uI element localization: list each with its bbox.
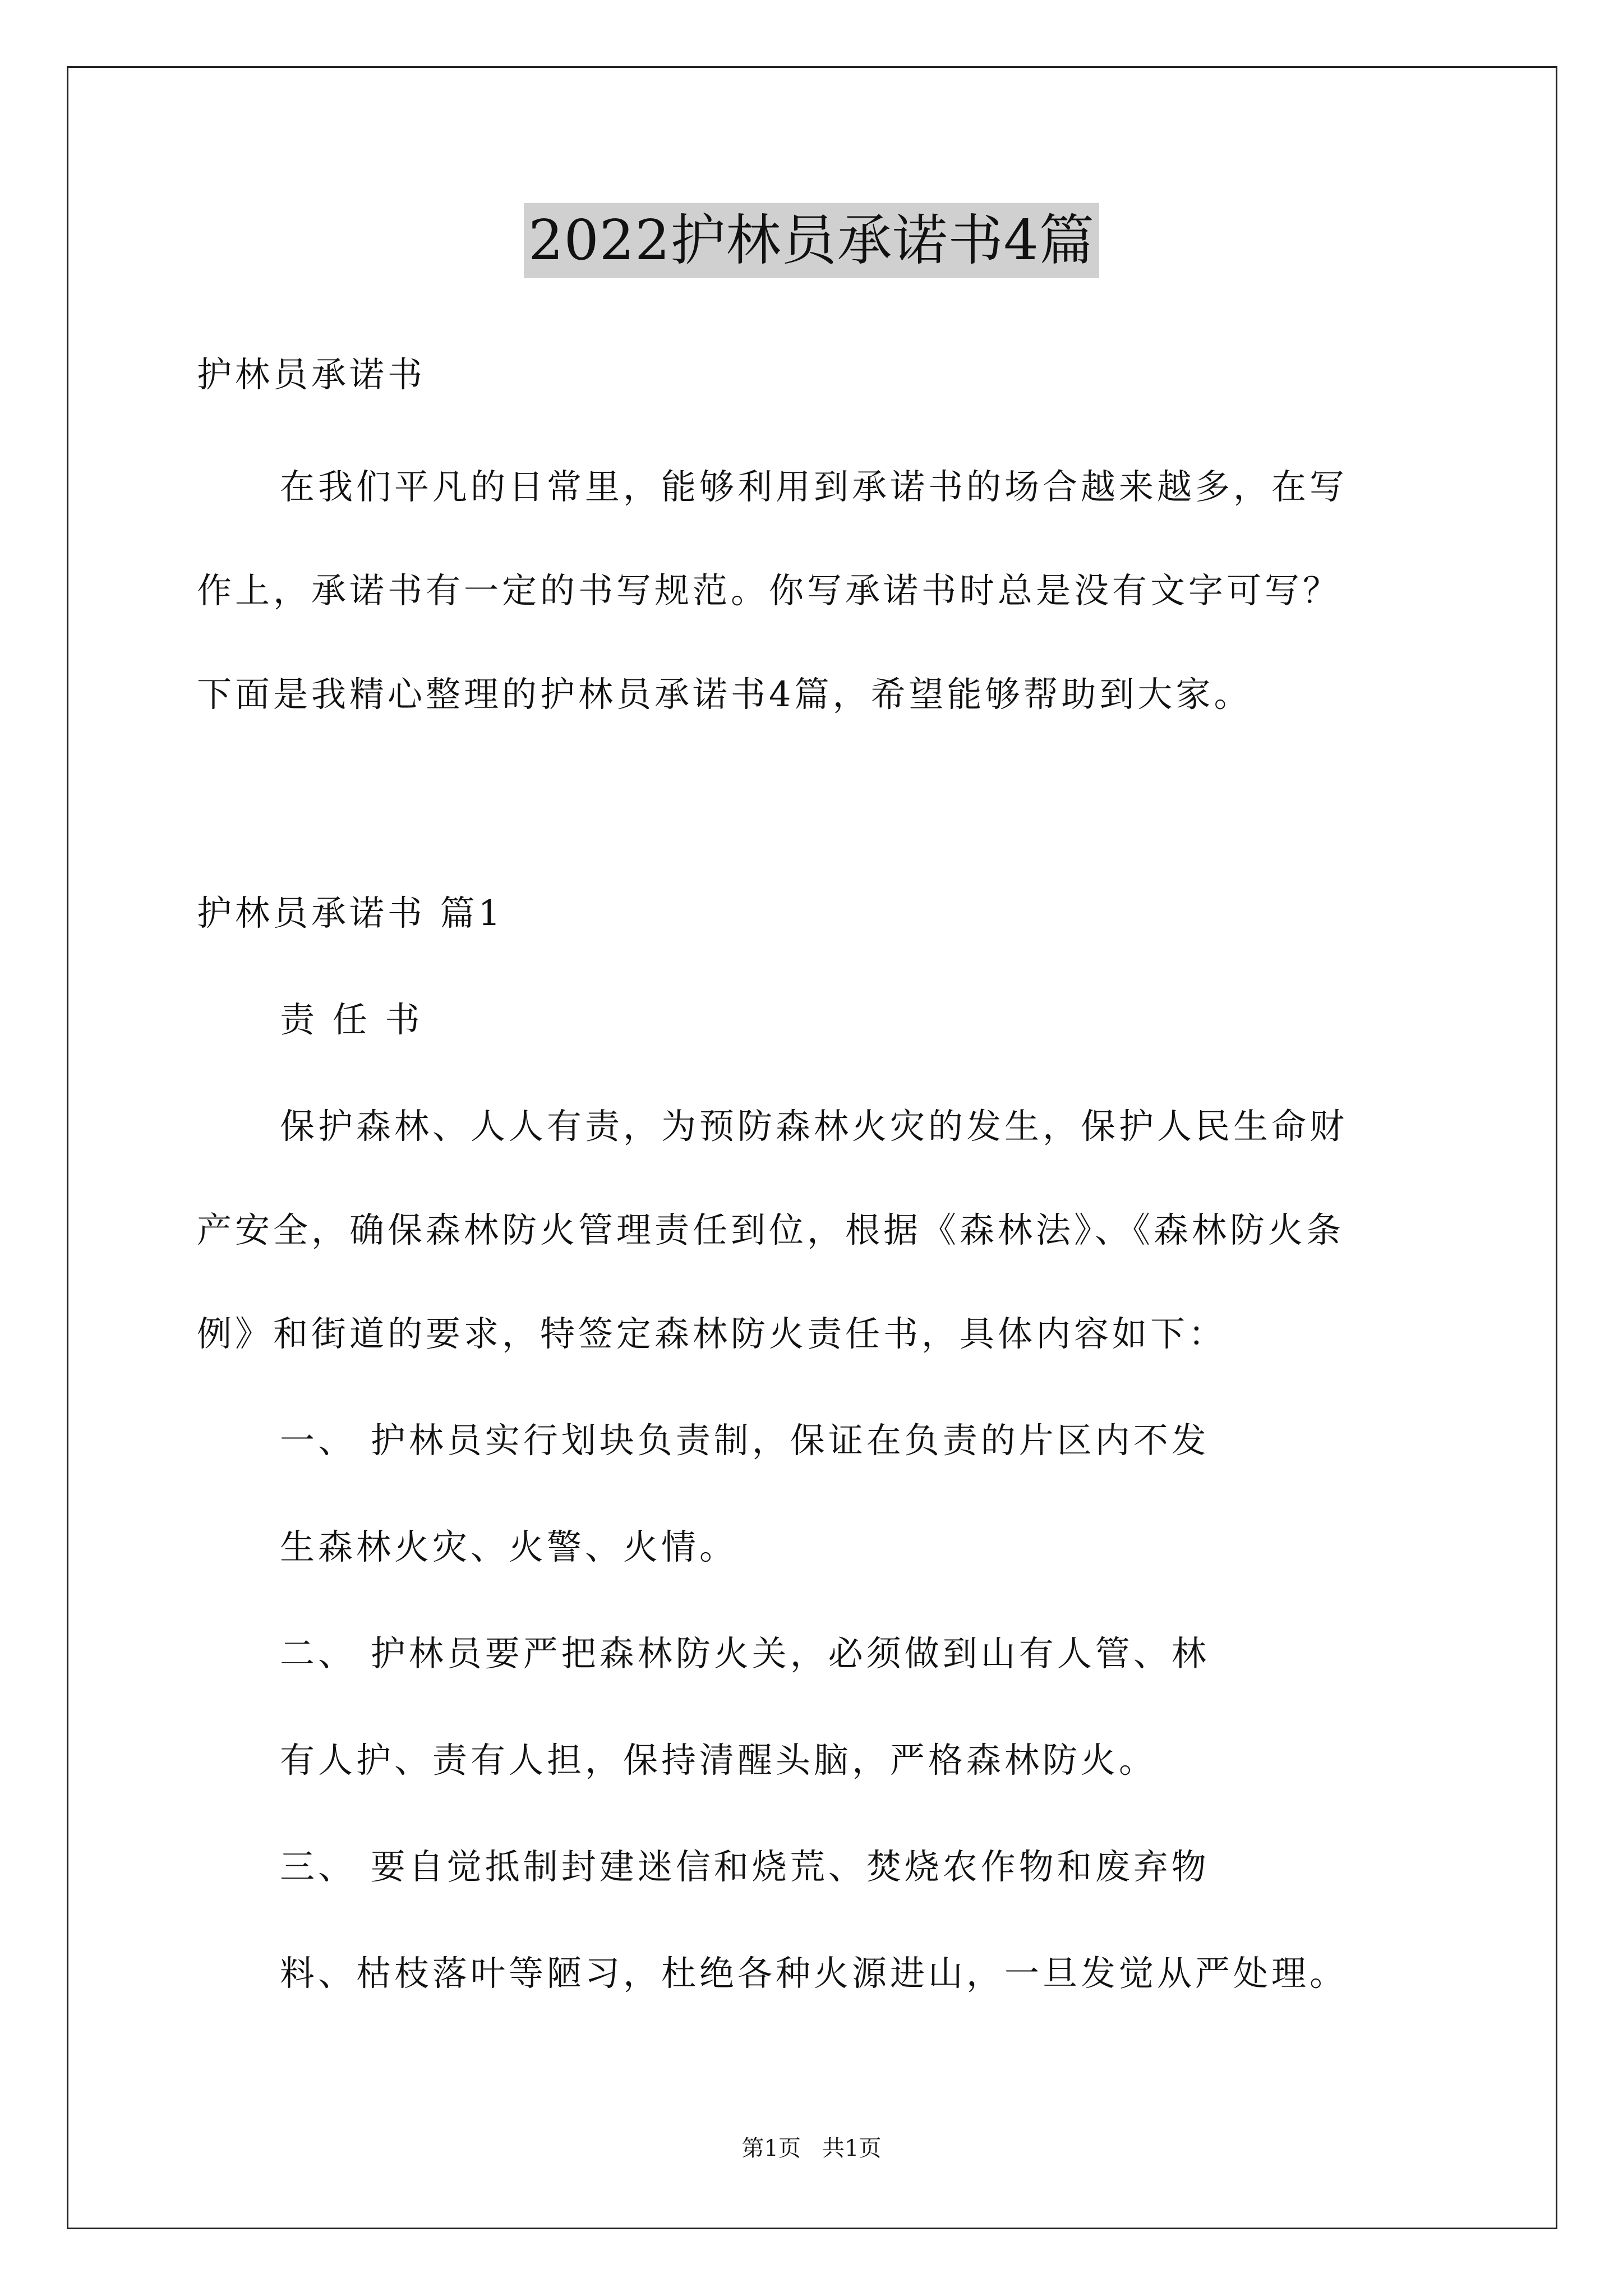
paragraph-line: 保护森林、人人有责，为预防森林火灾的发生，保护人民生命财 [280, 1106, 1348, 1147]
section-heading: 护林员承诺书 [197, 354, 426, 395]
document-title: 2022护林员承诺书4篇 [524, 203, 1099, 278]
list-item: 二、 护林员要严把森林防火关，必须做到山有人管、林 [280, 1633, 1210, 1674]
section-heading: 护林员承诺书 篇1 [197, 892, 504, 933]
subheading: 责 任 书 [280, 999, 423, 1040]
list-item: 三、 要自觉抵制封建迷信和烧荒、焚烧农作物和废弃物 [280, 1846, 1210, 1887]
paragraph-line: 在我们平凡的日常里，能够利用到承诺书的场合越来越多，在写 [280, 466, 1348, 507]
paragraph-line: 例》和街道的要求，特签定森林防火责任书，具体内容如下： [197, 1313, 1227, 1354]
list-item-continuation: 有人护、责有人担，保持清醒头脑，严格森林防火。 [280, 1740, 1158, 1780]
paragraph-line: 下面是我精心整理的护林员承诺书4篇，希望能够帮助到大家。 [197, 674, 1252, 715]
list-item-continuation: 料、枯枝落叶等陋习，杜绝各种火源进山，一旦发觉从严处理。 [280, 1953, 1348, 1994]
paragraph-line: 产安全，确保森林防火管理责任到位，根据《森林法》、《森林防火条 [197, 1209, 1345, 1250]
paragraph-line: 作上，承诺书有一定的书写规范。你写承诺书时总是没有文字可写？ [197, 570, 1341, 611]
list-item: 一、 护林员实行划块负责制，保证在负责的片区内不发 [280, 1420, 1210, 1461]
list-item-continuation: 生森林火灾、火警、火情。 [280, 1526, 738, 1567]
title-container [0, 203, 1623, 278]
page-footer: 第1页 共1页 [741, 2136, 882, 2161]
